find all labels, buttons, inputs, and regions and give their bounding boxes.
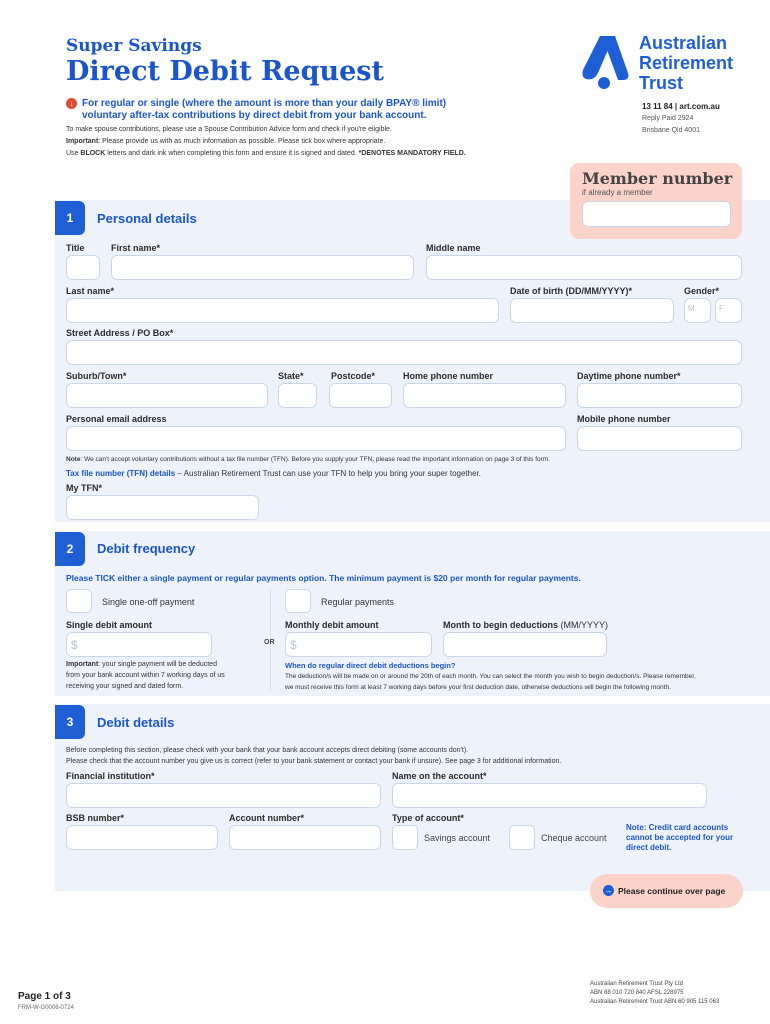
warning-icon: ↓ [66,98,77,109]
member-number-input[interactable] [582,201,731,227]
gender-f-label: F [719,304,724,313]
or-label: OR [264,639,275,646]
continue-over-page-button[interactable] [590,874,743,908]
first-name-label: First name* [111,243,161,253]
month-begin-label [443,620,608,630]
single-payment-label: Single one-off payment [102,597,195,607]
reply-paid: Reply Paid 2924 [642,115,694,122]
monthly-amount-label: Monthly debit amount [285,620,379,630]
brand-name-3: Trust [639,73,684,93]
monthly-dollar-sign: $ [290,638,297,652]
last-name-field[interactable] [66,298,499,323]
street-field[interactable] [66,340,742,365]
continue-label: Please continue over page [618,886,726,896]
day-phone-label: Daytime phone number* [577,371,681,381]
brand-name-2: Retirement [639,53,734,73]
section-1-number: 1 [55,201,85,235]
contact-phone: 13 11 84 | art.com.au [642,102,720,111]
postcode-field[interactable] [329,383,392,408]
dob-field[interactable] [510,298,674,323]
important-text: : Please provide us with as much information as possible. Please tick box where appropriate. [98,138,386,145]
account-number-field[interactable] [229,825,381,850]
bsb-field[interactable] [66,825,218,850]
art-logo-icon [580,33,630,91]
company-line-2: ABN 88 010 720 840 AFSL 228975 [590,990,684,996]
block-pre: Use [66,150,81,157]
postcode-label: Postcode* [331,371,376,381]
gender-m-checkbox[interactable] [684,298,711,323]
regular-payment-checkbox[interactable] [285,589,311,613]
suburb-label: Suburb/Town* [66,371,127,381]
gender-m-label: M [688,304,695,313]
tfn-note-label: Note [66,456,81,463]
company-line-1: Australian Retirement Trust Pty Ltd [590,981,684,987]
tfn-note-text: : We can't accept voluntary contributions without a tax file number (TFN). Before you supply your TFN, please read the important information on page 3 of this form. [80,456,551,463]
debit-intro-2: Please check that the account number you give us is correct (refer to your bank statement or contact your bank if unsure). See page 3 for additional information. [66,758,562,765]
savings-account-checkbox[interactable] [392,825,418,850]
company-line-3: Australian Retirement Trust ABN 60 905 115 063 [590,999,720,1005]
credit-card-note-1: Note: Credit card accounts [626,823,729,832]
address: Brisbane Qld 4001 [642,127,700,134]
supertitle: Super Savings [66,36,202,56]
brand-name-1: Australian [639,33,728,53]
single-important-3: receiving your signed and dated form. [66,683,184,690]
spouse-note: To make spouse contributions, please use a Spouse Contribution Advice form and check if you're eligible. [66,126,392,133]
email-label: Personal email address [66,414,167,424]
single-amount-label: Single debit amount [66,620,153,630]
email-field[interactable] [66,426,566,451]
single-important-2: from your bank account within 7 working days of us [66,672,225,679]
intro-line-1: For regular or single (where the amount is more than your daily BPAY® limit) [82,98,447,109]
middle-name-field[interactable] [426,255,742,280]
credit-card-note-3: direct debit. [626,843,672,852]
cheque-account-checkbox[interactable] [509,825,535,850]
arrow-right-icon: → [604,886,613,895]
when-deductions-1: The deduction/s will be made on or around the 20th of each month. You can select the month you wish to begin deduction/s. Please remember, [285,673,696,680]
single-important-label: Important [66,661,99,668]
tfn-label: My TFN* [66,483,102,493]
block-letters-note [66,150,466,157]
state-label: State* [278,371,304,381]
title-label: Title [66,243,85,253]
section-3-title: Debit details [97,715,175,730]
first-name-field[interactable] [111,255,414,280]
mobile-field[interactable] [577,426,742,451]
form-code: FRM-W-G0006-0724 [18,1005,74,1011]
regular-payment-label: Regular payments [321,597,395,607]
financial-institution-field[interactable] [66,783,381,808]
suburb-field[interactable] [66,383,268,408]
single-amount-field[interactable] [66,632,212,657]
account-number-label: Account number* [229,813,305,823]
account-type-label: Type of account* [392,813,464,823]
day-phone-field[interactable] [577,383,742,408]
important-label: Important [66,138,99,145]
middle-name-label: Middle name [426,243,481,253]
month-begin-text: Month to begin deductions [443,620,558,630]
section-1-title: Personal details [97,211,197,226]
when-deductions-2: we must receive this form at least 7 working days before your first deduction date, otherwise deductions will begin the following month. [285,684,671,691]
month-begin-field[interactable] [443,632,607,657]
debit-intro-1: Before completing this section, please check with your bank that your bank account accepts direct debiting (some accounts don't). [66,747,469,754]
single-important-1 [66,661,217,668]
title-field[interactable] [66,255,100,280]
home-phone-label: Home phone number [403,371,494,381]
last-name-label: Last name* [66,286,115,296]
frequency-instruction: Please TICK either a single payment or regular payments option. The minimum payment is $20 per month for regular payments. [66,573,581,583]
gender-f-checkbox[interactable] [715,298,742,323]
section-2-number: 2 [55,532,85,566]
section-2-title: Debit frequency [97,541,196,556]
section-3-number: 3 [55,705,85,739]
page-title: Direct Debit Request [66,56,384,87]
dob-label: Date of birth (DD/MM/YYYY)* [510,286,633,296]
mandatory-note: *DENOTES MANDATORY FIELD. [358,150,466,157]
mobile-label: Mobile phone number [577,414,671,424]
tfn-note [66,456,550,463]
home-phone-field[interactable] [403,383,566,408]
gender-label: Gender* [684,286,720,296]
account-name-label: Name on the account* [392,771,487,781]
month-begin-format: (MM/YYYY) [557,620,608,630]
intro-line-2: voluntary after-tax contributions by direct debit from your bank account. [82,110,427,121]
when-deductions-title: When do regular direct debit deductions begin? [285,661,456,670]
single-dollar-sign: $ [71,638,78,652]
account-name-field[interactable] [392,783,707,808]
important-note [66,138,385,145]
member-number-title: Member number [582,169,733,188]
single-important-text: : your single payment will be deducted [98,661,217,668]
tfn-details-link[interactable]: Tax file number (TFN) details [66,469,176,478]
page-number: Page 1 of 3 [18,991,71,1002]
single-payment-checkbox[interactable] [66,589,92,613]
street-label: Street Address / PO Box* [66,328,174,338]
brand-logo [580,33,750,93]
cheque-account-label: Cheque account [541,833,607,843]
tfn-details-text: – Australian Retirement Trust can use your TFN to help you bring your super together. [175,469,481,478]
credit-card-note-2: cannot be accepted for your [626,833,734,842]
member-number-subtitle: if already a member [582,188,653,197]
tfn-details [66,469,481,478]
tfn-field[interactable] [66,495,259,520]
block-mid: letters and dark ink when completing this form and ensure it is signed and dated. [105,150,359,157]
financial-institution-label: Financial institution* [66,771,155,781]
bsb-label: BSB number* [66,813,125,823]
monthly-amount-field[interactable] [285,632,432,657]
state-field[interactable] [278,383,317,408]
block-bold: BLOCK [80,150,106,157]
savings-account-label: Savings account [424,833,491,843]
